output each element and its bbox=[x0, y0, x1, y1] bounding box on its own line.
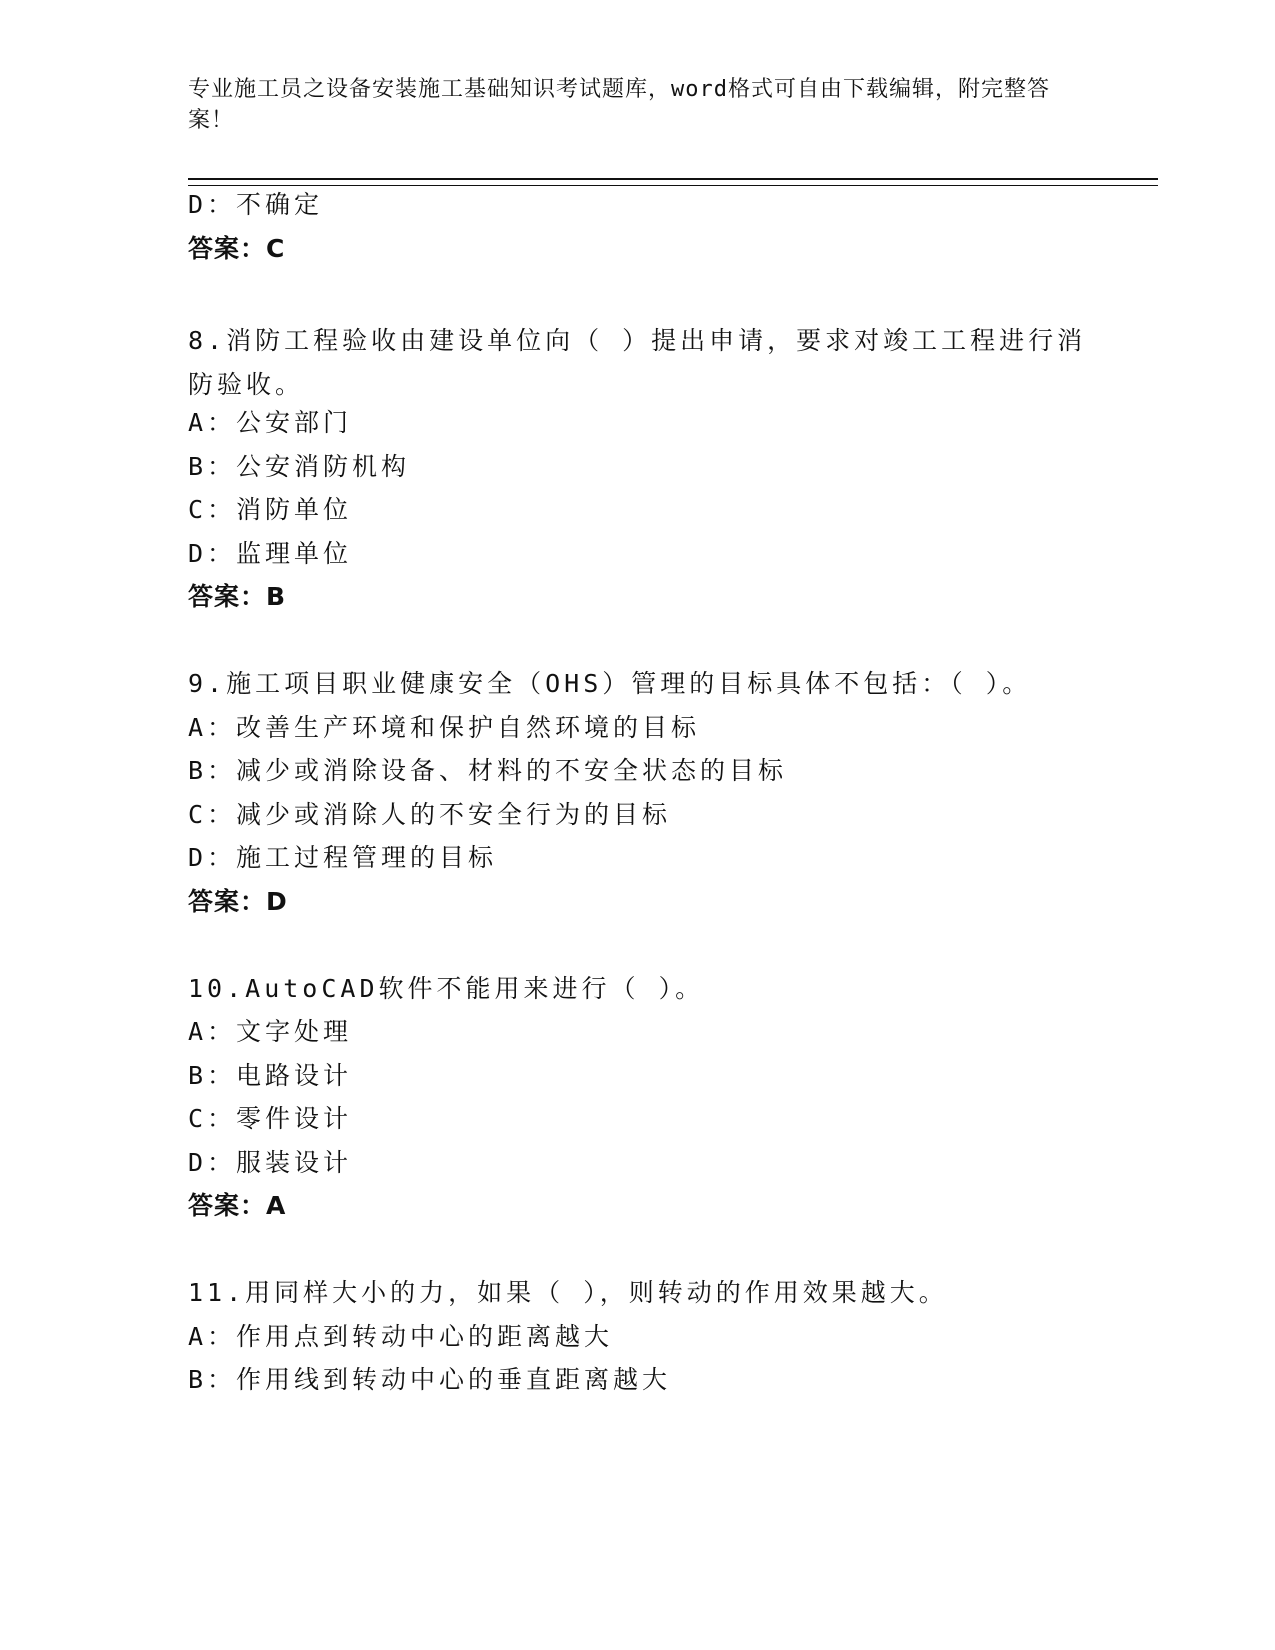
q9-option-c: C：减少或消除人的不安全行为的目标 bbox=[188, 800, 672, 829]
q11-option-b: B：作用线到转动中心的垂直距离越大 bbox=[188, 1365, 672, 1394]
q10-question: 10.AutoCAD软件不能用来进行（ ）。 bbox=[188, 974, 705, 1003]
q8-option-d: D：监理单位 bbox=[188, 539, 353, 568]
q8-question: 8.消防工程验收由建设单位向（ ）提出申请，要求对竣工工程进行消防验收。 bbox=[188, 326, 1087, 399]
q10-option-c: C：零件设计 bbox=[188, 1104, 353, 1133]
page-header: 专业施工员之设备安装施工基础知识考试题库，word格式可自由下载编辑，附完整答案！ bbox=[188, 77, 1050, 133]
q10-option-a: A：文字处理 bbox=[188, 1017, 353, 1046]
q8-answer: 答案：B bbox=[188, 582, 287, 611]
q7-answer: 答案：C bbox=[188, 234, 286, 263]
q11-question: 11.用同样大小的力，如果（ ），则转动的作用效果越大。 bbox=[188, 1278, 948, 1307]
q8-option-c: C：消防单位 bbox=[188, 495, 353, 524]
q8-option-b: B：公安消防机构 bbox=[188, 452, 411, 481]
q9-option-a: A：改善生产环境和保护自然环境的目标 bbox=[188, 713, 701, 742]
header-divider bbox=[188, 178, 1158, 186]
q9-option-d: D：施工过程管理的目标 bbox=[188, 843, 498, 872]
q9-answer: 答案：D bbox=[188, 887, 288, 916]
q10-answer: 答案：A bbox=[188, 1191, 287, 1220]
q10-option-b: B：电路设计 bbox=[188, 1061, 353, 1090]
q11-option-a: A：作用点到转动中心的距离越大 bbox=[188, 1322, 614, 1351]
q9-question: 9.施工项目职业健康安全（OHS）管理的目标具体不包括：（ ）。 bbox=[188, 669, 1032, 698]
q10-option-d: D：服装设计 bbox=[188, 1148, 353, 1177]
document-page bbox=[188, 0, 1158, 1650]
q8-option-a: A：公安部门 bbox=[188, 408, 353, 437]
q9-option-b: B：减少或消除设备、材料的不安全状态的目标 bbox=[188, 756, 788, 785]
q7-option-d: D：不确定 bbox=[188, 190, 324, 219]
